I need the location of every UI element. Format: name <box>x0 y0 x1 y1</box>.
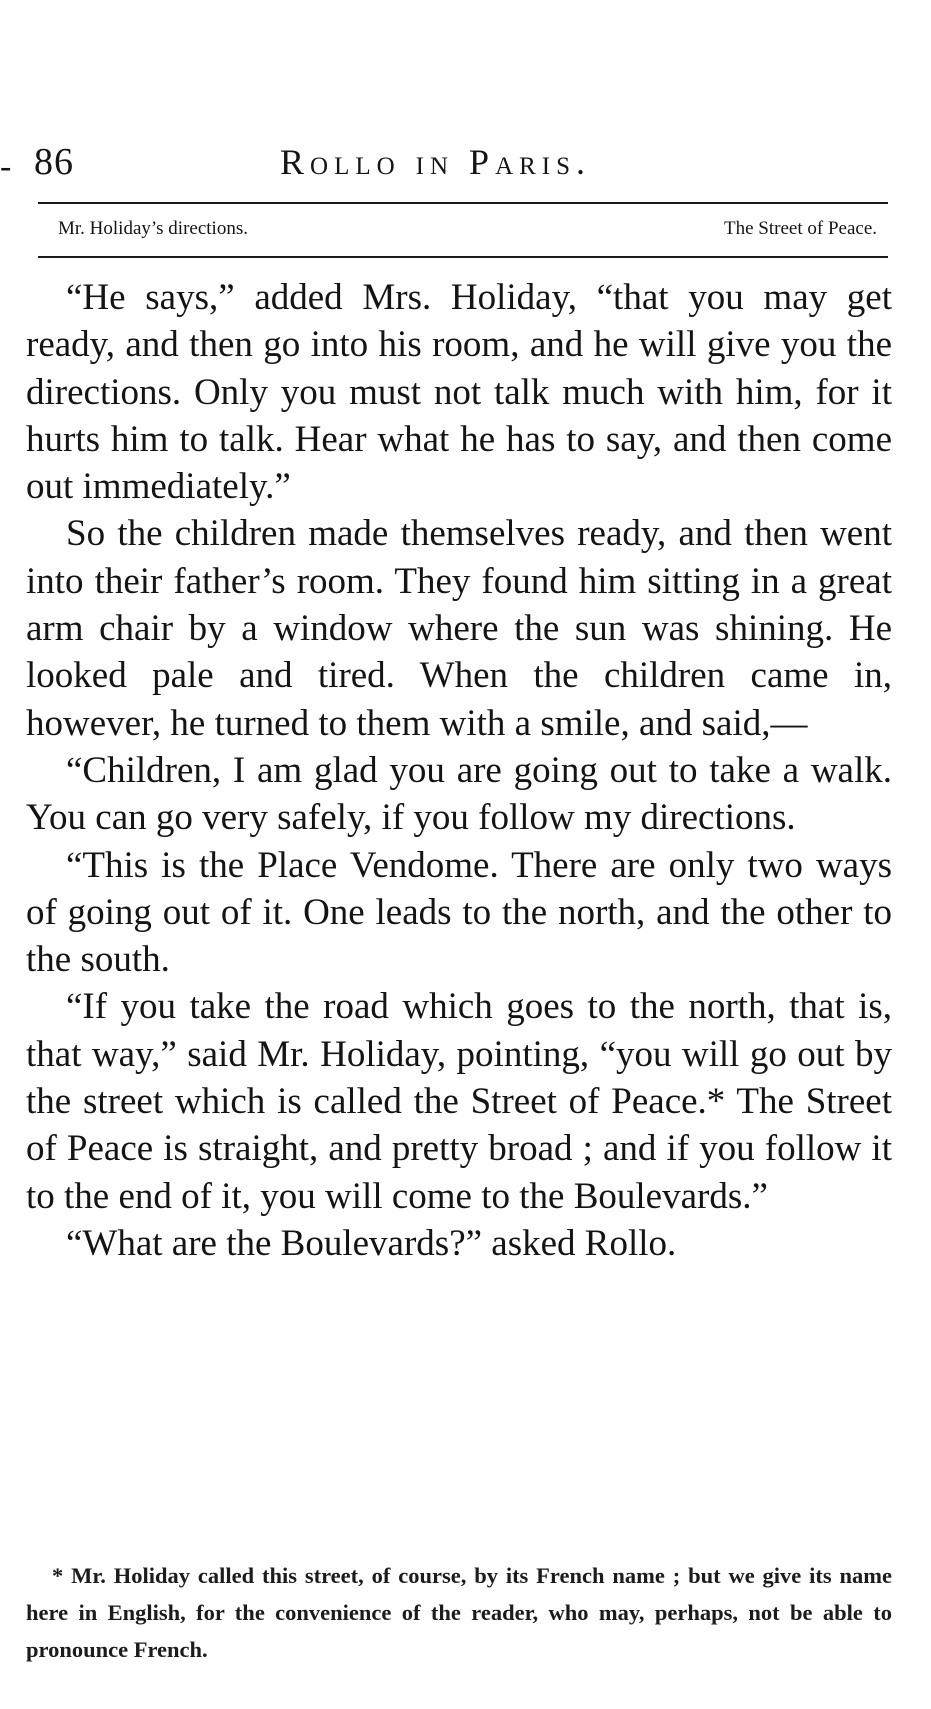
paragraph: “This is the Place Vendome. There are only two ways of going out of it. One leads to the north, and the other to the south. <box>26 844 892 981</box>
subhead-left: Mr. Holiday’s directions. <box>58 218 248 239</box>
paragraph: “What are the Boulevards?” asked Rollo. <box>66 1222 677 1264</box>
footnote: * Mr. Holiday called this street, of course, by its French name ; but we give its name here in English, for the convenience of the reader, who may, perhaps, not be able to pronounce French. <box>26 1563 892 1662</box>
header-rule-top <box>38 202 888 204</box>
margin-dash: - <box>0 148 12 185</box>
running-title: Rollo in Paris. <box>280 142 592 182</box>
paragraph: “If you take the road which goes to the north, that is, that way,” said Mr. Holiday, pointing, “you will go out by the street which is called the Street of Peace.* The Street of Peace is straight, and pretty broad ; and if you follow it to the end of it, you will come to the Boulevards.” <box>26 986 892 1217</box>
paragraph: “Children, I am glad you are going out to take a walk. You can go very safely, if you follow my directions. <box>26 749 892 839</box>
paragraph: “He says,” added Mrs. Holiday, “that you may get ready, and then go into his room, and he will give you the directions. Only you must not talk much with him, for it hurts him to talk. Hear what he has to say, and then come out immediately.” <box>26 277 892 508</box>
paragraph: So the children made themselves ready, and then went into their father’s room. They found him sitting in a great arm chair by a window where the sun was shining. He looked pale and tired. When the children came in, however, he turned to them with a smile, and said,— <box>26 513 892 744</box>
body-text <box>26 274 892 1267</box>
subhead-right: The Street of Peace. <box>724 218 877 239</box>
page-number: 86 <box>34 141 74 183</box>
header-rule-bottom <box>38 256 888 258</box>
